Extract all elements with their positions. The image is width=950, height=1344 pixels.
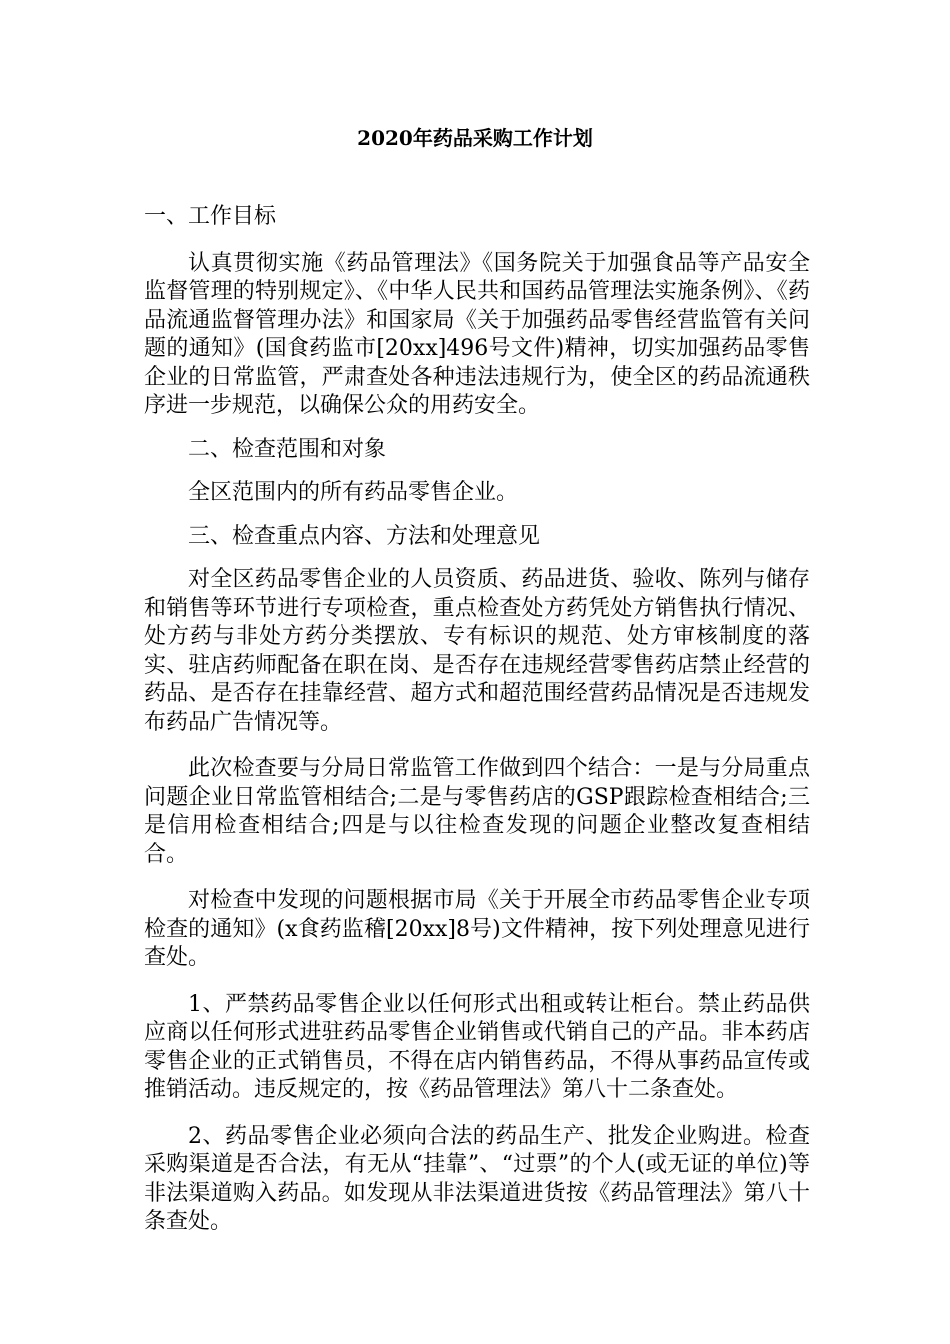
section-heading-inspection-focus: 三、检查重点内容、方法和处理意见	[188, 523, 541, 549]
section-heading-scope: 二、检查范围和对象	[188, 436, 387, 462]
section-heading-work-goal: 一、工作目标	[144, 204, 277, 229]
paragraph-handling-opinion: 对检查中发现的问题根据市局《关于开展全市药品零售企业专项检查的通知》(x食药监稽[20xx]8号)文件精神，按下列处理意见进行查处。	[144, 888, 810, 970]
paragraph-scope: 全区范围内的所有药品零售企业。	[188, 480, 519, 505]
document-body	[144, 203, 810, 1255]
paragraph-four-combinations: 此次检查要与分局日常监管工作做到四个结合：一是与分局重点问题企业日常监管相结合;二是与零售药店的GSP跟踪检查相结合;三是信用检查相结合;四是与以往检查发现的问题企业整改复查相结合。	[144, 756, 810, 867]
list-item-rule-2: 2、药品零售企业必须向合法的药品生产、批发企业购进。检查采购渠道是否合法，有无从“挂靠”、“过票”的个人(或无证的单位)等非法渠道购入药品。如发现从非法渠道进货按《药品管理法》第八十条查处。	[144, 1123, 810, 1234]
list-item-rule-1: 1、严禁药品零售企业以任何形式出租或转让柜台。禁止药品供应商以任何形式进驻药品零售企业销售或代销自己的产品。非本药店零售企业的正式销售员，不得在店内销售药品，不得从事药品宣传或推销活动。违反规定的，按《药品管理法》第八十二条查处。	[144, 991, 810, 1102]
document-title: 2020年药品采购工作计划	[357, 126, 593, 150]
paragraph-work-goal: 认真贯彻实施《药品管理法》《国务院关于加强食品等产品安全监督管理的特别规定》、《中华人民共和国药品管理法实施条例》、《药品流通监督管理办法》和国家局《关于加强药品零售经营监管有关问题的通知》(国食药监市[20xx]496号文件)精神，切实加强药品零售企业的日常监管，严肃查处各种违法违规行为，使全区的药品流通秩序进一步规范，以确保公众的用药安全。	[144, 250, 810, 418]
paragraph-inspection-content: 对全区药品零售企业的人员资质、药品进货、验收、陈列与储存和销售等环节进行专项检查，重点检查处方药凭处方销售执行情况、处方药与非处方药分类摆放、专有标识的规范、处方审核制度的落实、驻店药师配备在职在岗、是否存在违规经营零售药店禁止经营的药品、是否存在挂靠经营、超方式和超范围经营药品情况是否违规发布药品广告情况等。	[144, 567, 810, 735]
